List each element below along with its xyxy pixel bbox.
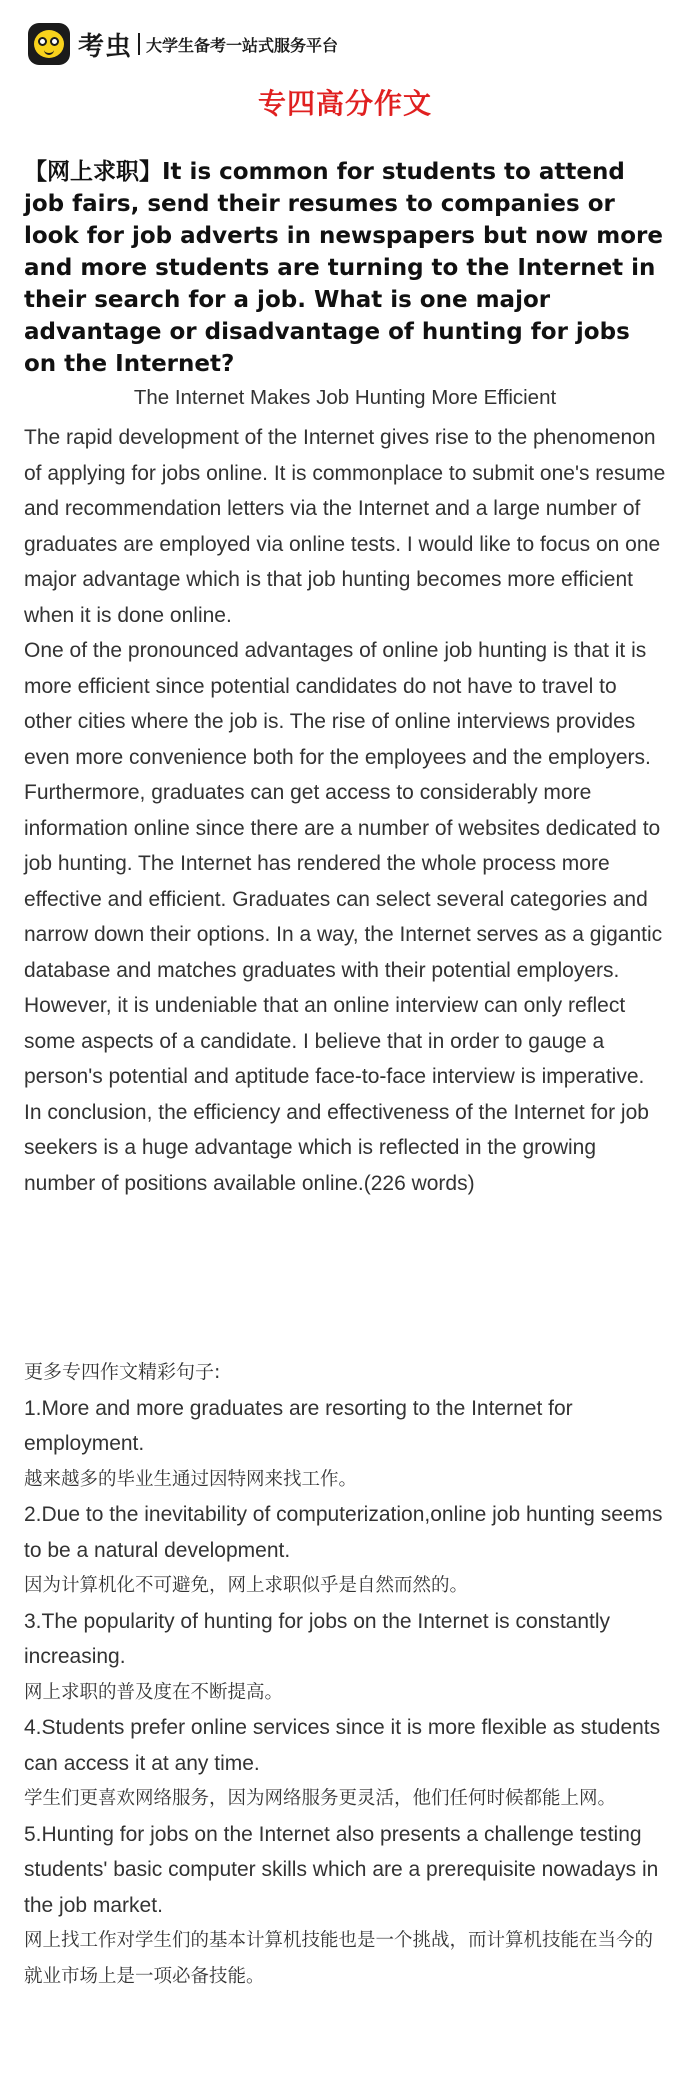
essay-prompt: 【网上求职】It is common for students to attend job fairs, send their resumes to companies or look for job adverts in newspapers but now more and more students are turning to the Internet in their search for a job. What is one major advantage or disadvantage of hunting for jobs on the Internet? [24, 159, 663, 377]
brand-name: 考虫 [78, 31, 133, 62]
sentence-english: 1.More and more graduates are resorting to the Internet for employment. [24, 1396, 573, 1455]
essay-paragraph: In conclusion, the efficiency and effectiveness of the Internet for job seekers is a huge advantage which is reflected in the growing number of positions available online.(226 words) [24, 1100, 649, 1195]
essay-paragraph: One of the pronounced advantages of online job hunting is that it is more efficient since potential candidates do not have to travel to other cities where the job is. The rise of online interviews provides even more convenience both for the employees and the employers. Furthermore, graduates can get access to considerably more information online since there are a number of websites dedicated to job hunting. The Internet has rendered the whole process more effective and efficient. Graduates can select several categories and narrow down their options. In a way, the Internet serves as a gigantic database and matches graduates with their potential employers. However, it is undeniable that an online interview can only reflect some aspects of a candidate. I believe that in order to gauge a person's potential and aptitude face-to-face interview is imperative. [24, 639, 663, 1088]
essay-body [24, 420, 666, 1201]
more-sentences [24, 1355, 666, 1994]
sentence-english: 2.Due to the inevitability of computerization,online job hunting seems to be a natural development. [24, 1503, 663, 1562]
brand-tagline: 大学生备考一站式服务平台 [146, 35, 339, 55]
sentence-chinese: 越来越多的毕业生通过因特网来找工作。 [24, 1468, 358, 1490]
header-divider [138, 33, 140, 55]
sentence-english: 5.Hunting for jobs on the Internet also presents a challenge testing students' basic computer skills which are a prerequisite nowadays in the job market. [24, 1822, 659, 1917]
sentence-chinese: 学生们更喜欢网络服务，因为网络服务更灵活，他们任何时候都能上网。 [24, 1788, 617, 1809]
sentence-english: 4.Students prefer online services since it is more flexible as students can access it at any time. [24, 1716, 661, 1775]
header [28, 20, 338, 68]
mascot-logo-icon [28, 23, 70, 65]
essay-paragraph: The rapid development of the Internet gives rise to the phenomenon of applying for jobs online. It is commonplace to submit one's resume and recommendation letters via the Internet and a large number of graduates are employed via online tests. I would like to focus on one major advantage which is that job hunting becomes more efficient when it is done online. [24, 426, 666, 627]
sentence-chinese: 网上找工作对学生们的基本计算机技能也是一个挑战，而计算机技能在当今的就业市场上是一项必备技能。 [24, 1930, 654, 1987]
essay-title: The Internet Makes Job Hunting More Efficient [133, 386, 557, 409]
more-sentences-heading: 更多专四作文精彩句子: [24, 1361, 221, 1383]
page-title: 专四高分作文 [257, 87, 432, 120]
sentence-chinese: 网上求职的普及度在不断提高。 [24, 1681, 284, 1703]
sentence-english: 3.The popularity of hunting for jobs on the Internet is constantly increasing. [24, 1609, 611, 1668]
sentence-chinese: 因为计算机化不可避免，网上求职似乎是自然而然的。 [24, 1575, 469, 1596]
